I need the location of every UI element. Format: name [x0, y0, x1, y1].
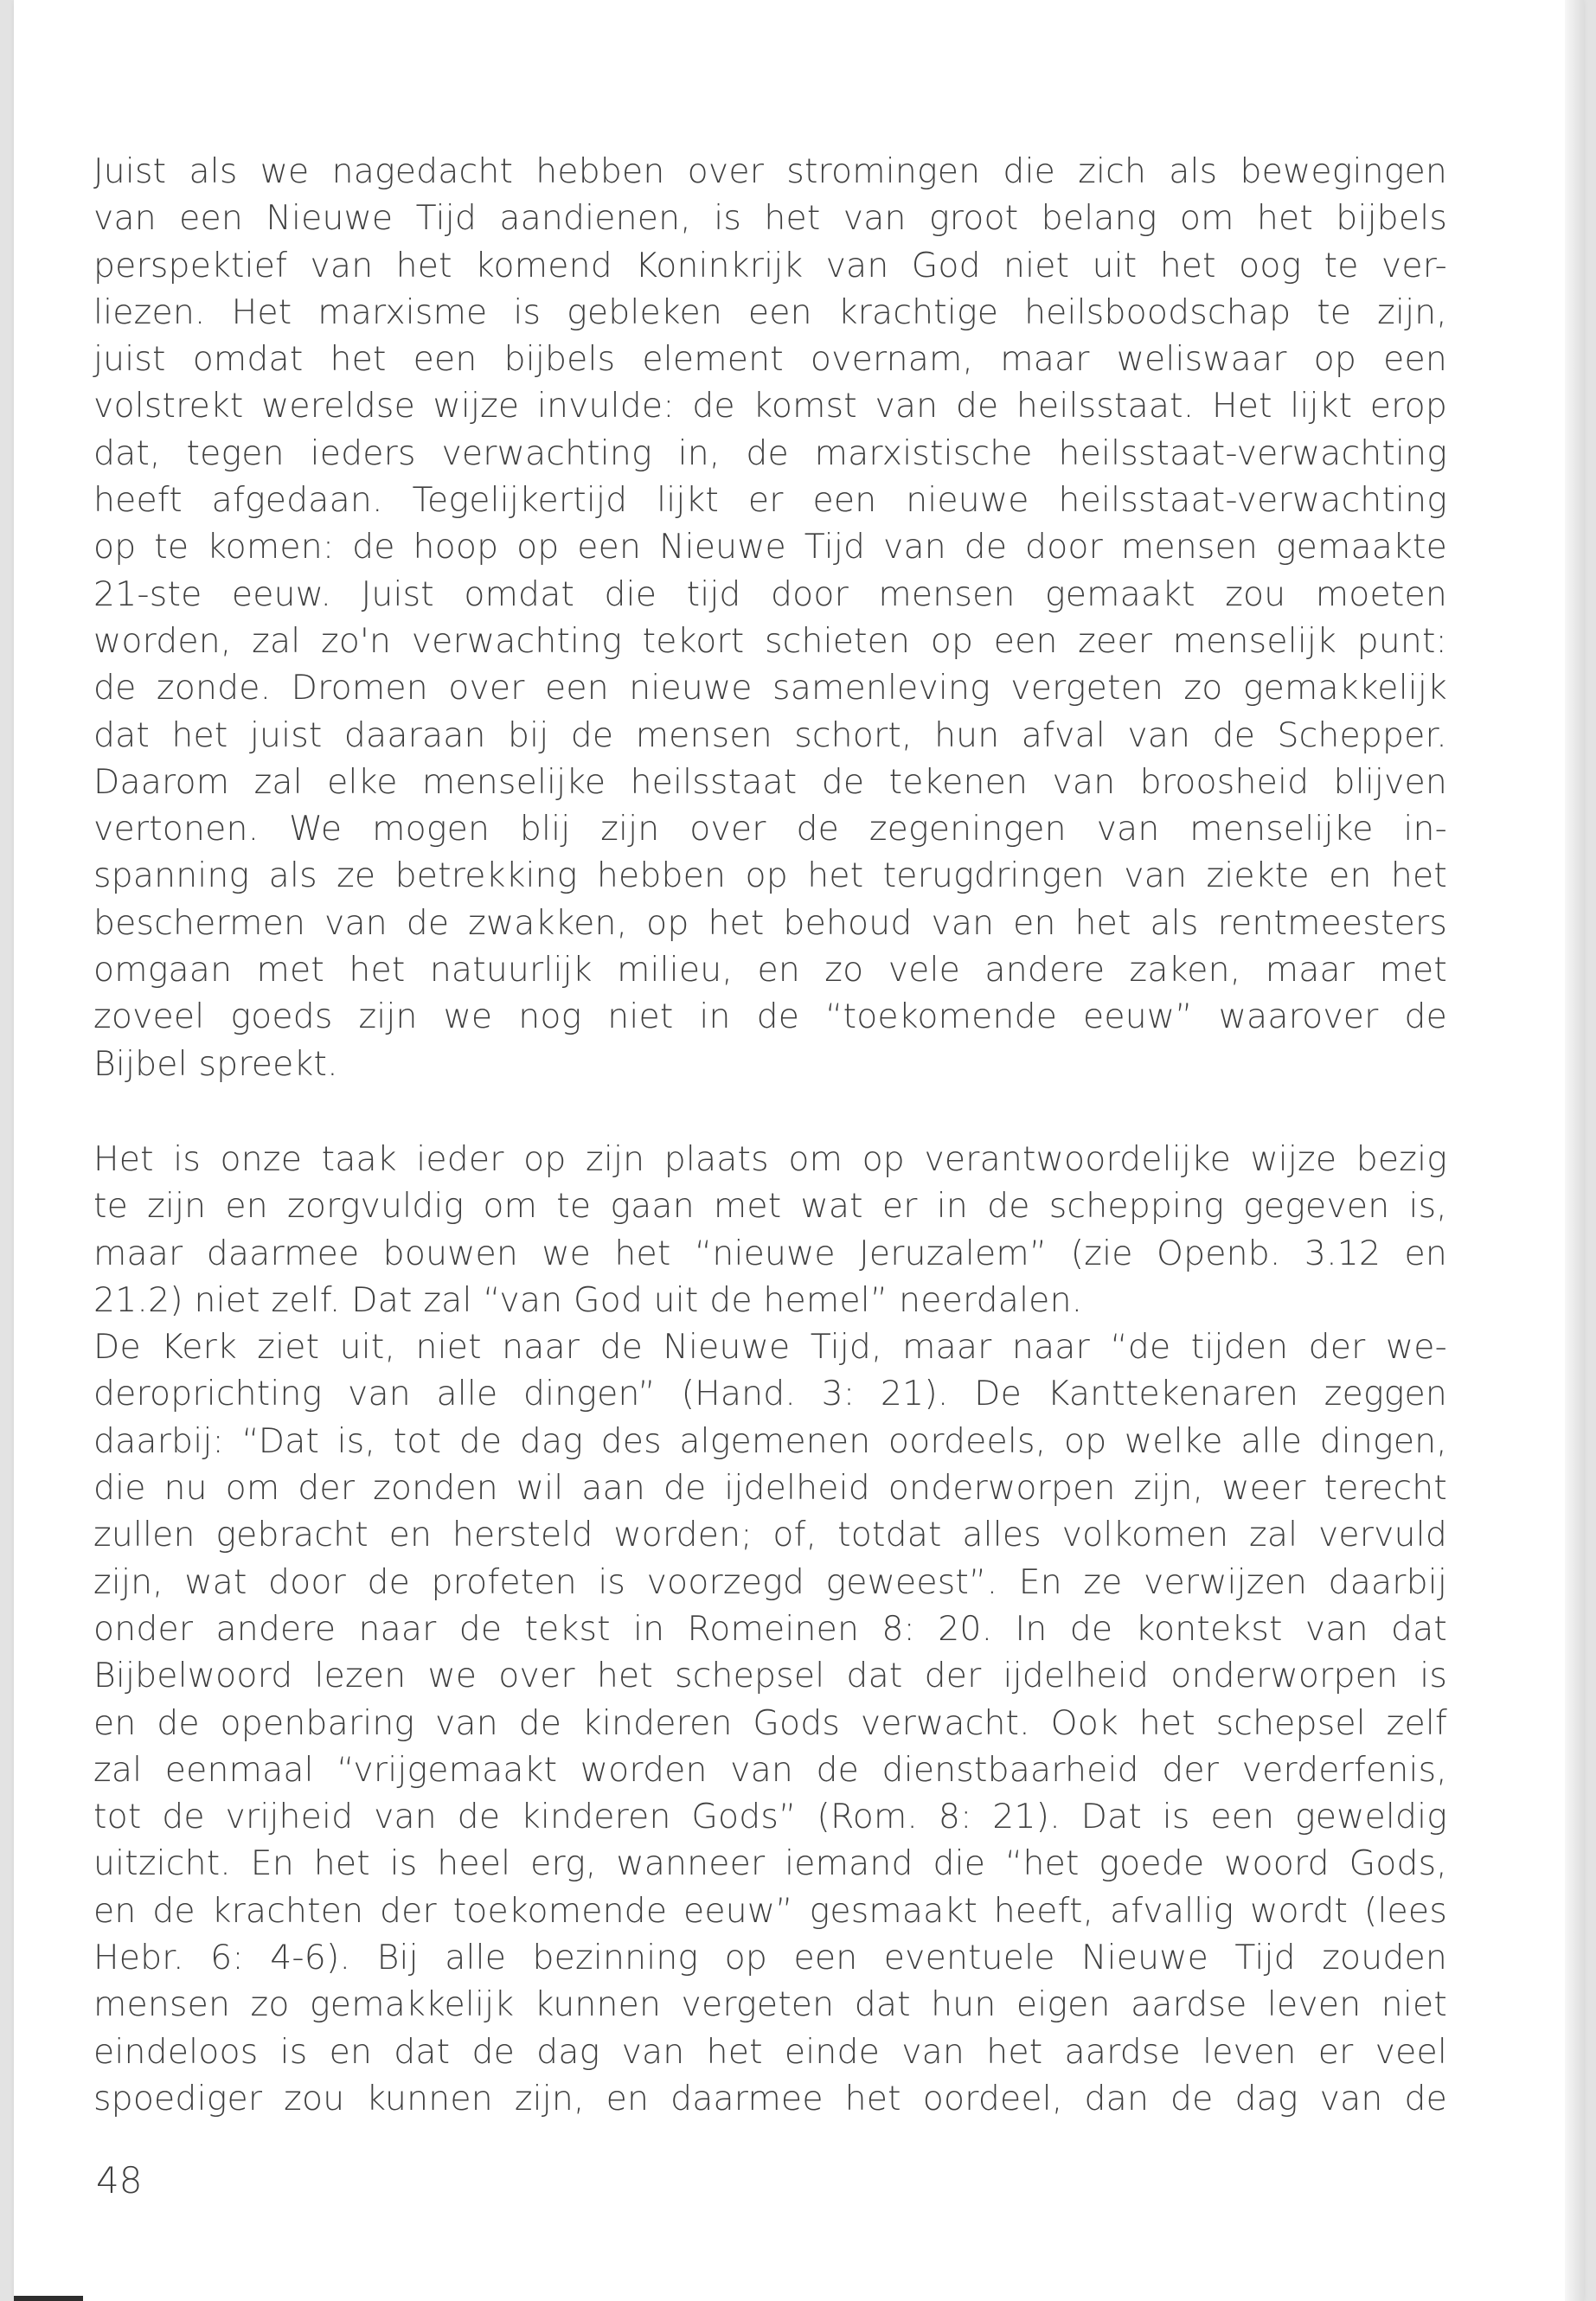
page-number: 48 [96, 2159, 143, 2202]
text-line: De Kerk ziet uit, niet naar de Nieuwe Tijd, maar naar “de tijden der we- [93, 1328, 1447, 1368]
text-line: volstrekt wereldse wijze invulde: de komst van de heilsstaat. Het lijkt erop [93, 387, 1447, 426]
text-line: Juist als we nagedacht hebben over stromingen die zich als bewegingen [93, 152, 1447, 191]
text-line: zullen gebracht en hersteld worden; of, totdat alles volkomen zal vervuld [93, 1516, 1447, 1555]
text-line: en de krachten der toekomende eeuw” gesmaakt heeft, afvallig wordt (lees [93, 1891, 1447, 1931]
text-line: Bijbel spreekt. [93, 1044, 338, 1084]
text-line: die nu om der zonden wil aan de ijdelheid onderworpen zijn, weer terecht [93, 1469, 1447, 1509]
text-line: worden, zal zo'n verwachting tekort schieten op een zeer menselijk punt: [93, 621, 1447, 661]
text-line: 21-ste eeuw. Juist omdat die tijd door mensen gemaakt zou moeten [93, 574, 1447, 614]
text-line: deroprichting van alle dingen” (Hand. 3: 21). De Kanttekenaren zeggen [93, 1375, 1447, 1414]
text-line: Hebr. 6: 4-6). Bij alle bezinning op een eventuele Nieuwe Tijd zouden [93, 1939, 1447, 1978]
text-line: zoveel goeds zijn we nog niet in de “toekomende eeuw” waarover de [93, 997, 1447, 1037]
text-line: omgaan met het natuurlijk milieu, en zo vele andere zaken, maar met [93, 951, 1447, 990]
text-line: zal eenmaal “vrijgemaakt worden van de dienstbaarheid der verderfenis, [93, 1750, 1447, 1790]
text-line: dat het juist daaraan bij de mensen schort, hun afval van de Schepper. [93, 715, 1447, 755]
text-line: heeft afgedaan. Tegelijkertijd lijkt er een nieuwe heilsstaat-verwachting [93, 481, 1447, 521]
text-line: onder andere naar de tekst in Romeinen 8: 20. In de kontekst van dat [93, 1609, 1447, 1649]
text-line: maar daarmee bouwen we het “nieuwe Jeruzalem” (zie Openb. 3.12 en [93, 1234, 1447, 1273]
text-line: op te komen: de hoop op een Nieuwe Tijd van de door mensen gemaakte [93, 528, 1447, 567]
text-line: daarbij: “Dat is, tot de dag des algemenen oordeels, op welke alle dingen, [93, 1421, 1447, 1461]
scan-edge-mark [14, 2296, 83, 2301]
paragraph-2 [93, 1137, 1447, 2123]
text-line: spanning als ze betrekking hebben op het terugdringen van ziekte en het [93, 856, 1447, 896]
paragraph-1 [93, 149, 1447, 1088]
text-line: mensen zo gemakkelijk kunnen vergeten dat hun eigen aardse leven niet [93, 1985, 1447, 2025]
text-line: beschermen van de zwakken, op het behoud van en het als rentmeesters [93, 903, 1447, 943]
page-edge-shadow [1565, 0, 1584, 2301]
text-line: dat, tegen ieders verwachting in, de marxistische heilsstaat-verwachting [93, 433, 1447, 473]
text-line: Daarom zal elke menselijke heilsstaat de tekenen van broosheid blijven [93, 762, 1447, 802]
text-line: en de openbaring van de kinderen Gods verwacht. Ook het schepsel zelf [93, 1703, 1447, 1743]
text-line: van een Nieuwe Tijd aandienen, is het van groot belang om het bijbels [93, 199, 1447, 239]
text-line: Het is onze taak ieder op zijn plaats om op verantwoordelijke wijze bezig [93, 1140, 1447, 1179]
text-line: 21.2) niet zelf. Dat zal “van God uit de hemel” neerdalen. [93, 1280, 1083, 1320]
text-line: zijn, wat door de profeten is voorzegd geweest”. En ze verwijzen daarbij [93, 1562, 1447, 1602]
text-line: eindeloos is en dat de dag van het einde van het aardse leven er veel [93, 2032, 1447, 2072]
text-line: uitzicht. En het is heel erg, wanneer iemand die “het goede woord Gods, [93, 1844, 1447, 1884]
text-line: spoediger zou kunnen zijn, en daarmee het oordeel, dan de dag van de [93, 2079, 1447, 2118]
text-line: juist omdat het een bijbels element overnam, maar weliswaar op een [93, 340, 1447, 380]
text-line: Bijbelwoord lezen we over het schepsel dat der ijdelheid onderworpen is [93, 1657, 1447, 1696]
text-line: tot de vrijheid van de kinderen Gods” (Rom. 8: 21). Dat is een geweldig [93, 1798, 1447, 1837]
book-page [14, 0, 1584, 2301]
text-line: te zijn en zorgvuldig om te gaan met wat er in de schepping gegeven is, [93, 1187, 1447, 1227]
text-line: vertonen. We mogen blij zijn over de zegeningen van menselijke in- [93, 810, 1447, 849]
text-line: de zonde. Dromen over een nieuwe samenleving vergeten zo gemakkelijk [93, 669, 1447, 708]
text-line: liezen. Het marxisme is gebleken een krachtige heilsboodschap te zijn, [93, 292, 1447, 332]
text-line: perspektief van het komend Koninkrijk van God niet uit het oog te ver- [93, 246, 1447, 285]
